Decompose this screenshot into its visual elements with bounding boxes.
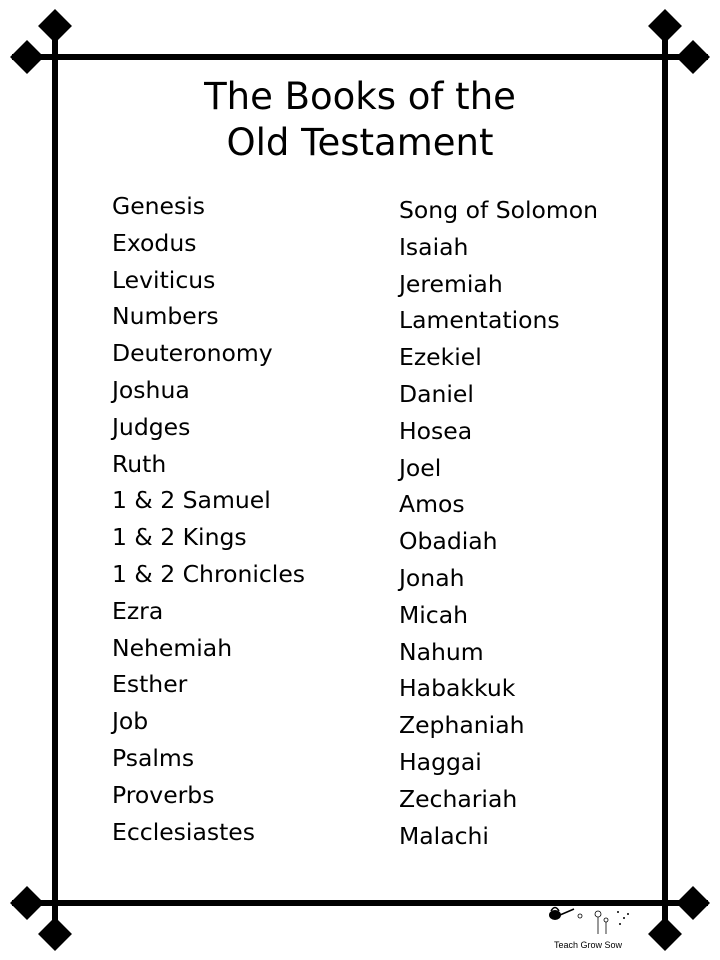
corner-diamond [38,917,72,951]
page-title [58,74,662,166]
book-item: Obadiah [399,527,498,556]
book-item: Lamentations [399,306,560,335]
book-item: Joel [399,453,442,482]
border-right-line [662,14,668,946]
book-list-left-column [112,188,305,850]
book-item: Ecclesiastes [112,817,256,846]
book-item: Amos [399,490,465,519]
title-line-1: The Books of the [204,75,516,118]
book-item: Deuteronomy [112,339,273,368]
corner-diamond [648,9,682,43]
logo-text: Teach Grow Sow [554,940,623,950]
border-top-line [12,54,708,60]
book-item: Judges [112,412,191,441]
book-item: Song of Solomon [399,196,599,224]
book-item: Jonah [399,563,465,592]
book-item: Micah [399,600,469,629]
book-item: 1 & 2 Chronicles [112,559,306,588]
corner-diamond [648,917,682,951]
book-item: Hosea [399,416,473,445]
book-item: Exodus [112,228,197,257]
book-item: Habakkuk [399,674,516,703]
book-item: Esther [112,670,188,699]
corner-diamond [38,9,72,43]
corner-diamond [676,40,710,74]
book-item: 1 & 2 Samuel [112,486,271,515]
book-item: Psalms [112,743,195,772]
book-item: Joshua [112,375,190,404]
corner-diamond [676,886,710,920]
book-item: Malachi [399,821,489,850]
book-item: Daniel [399,379,474,408]
book-item: Ruth [112,449,167,478]
book-item: 1 & 2 Kings [112,523,247,552]
book-item: Haggai [399,747,482,776]
corner-diamond [10,40,44,74]
book-item: Job [112,707,149,736]
book-item: Proverbs [112,780,215,809]
book-item: Isaiah [399,232,469,261]
book-item: Jeremiah [399,269,503,298]
book-item: Nahum [399,637,484,666]
teach-grow-sow-logo [540,902,640,956]
book-item: Nehemiah [112,633,233,662]
book-item: Ezekiel [399,343,482,372]
book-item: Zechariah [399,784,518,813]
book-item: Zephaniah [399,711,525,740]
corner-diamond [10,886,44,920]
title-line-2: Old Testament [226,121,494,164]
book-item: Numbers [112,302,219,331]
book-item: Genesis [112,192,206,220]
book-item: Ezra [112,596,164,625]
book-item: Leviticus [112,265,216,294]
book-list-right-column [399,192,598,854]
watering-can-icon [540,902,640,942]
